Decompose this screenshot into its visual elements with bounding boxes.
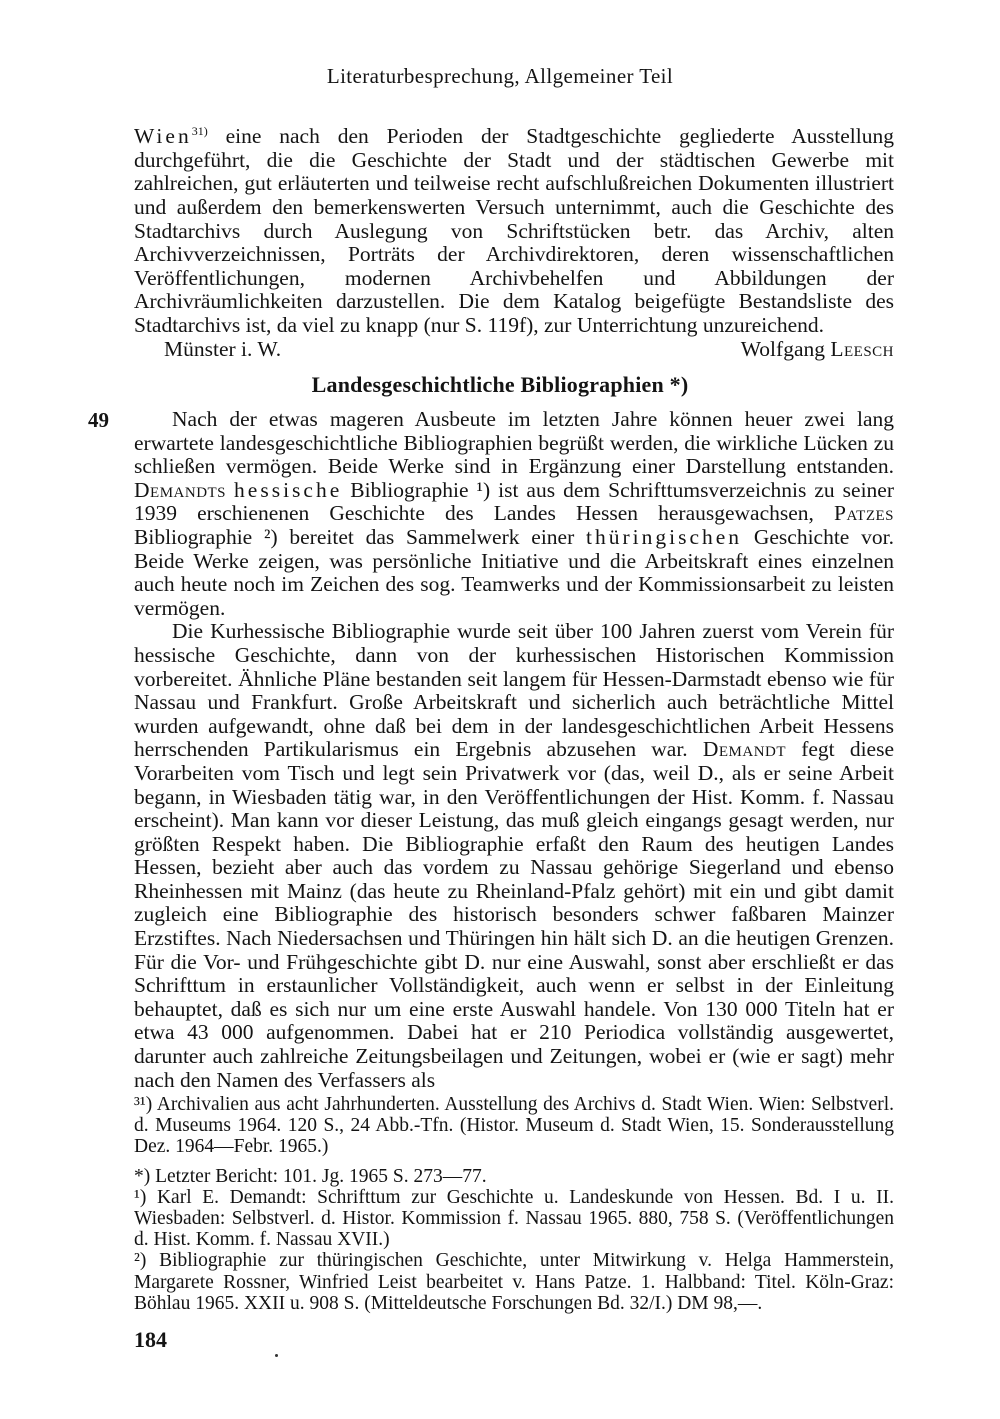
text-run: Nach der etwas mageren Ausbeute im letzten Jahre können heuer zwei lang erwartete landesgeschichtliche Bibliographien begrüßt werden, die wirkliche Lücken zu schließen vermögen. Beide Werke sind in Ergänzung einer Darstellung entstanden. xyxy=(134,407,894,479)
author-first-name: Wolfgang xyxy=(740,336,825,361)
review-continuation xyxy=(134,120,894,361)
footnote-star: *) Letzter Bericht: 101. Jg. 1965 S. 273—77. xyxy=(134,1165,487,1187)
spaced-word-hessische: hessische xyxy=(234,477,343,502)
author-name-demandts: Demandts xyxy=(134,477,227,502)
text-run: Bibliographie ²) bereitet das Sammelwerk einer xyxy=(134,524,587,549)
review-author xyxy=(741,338,894,362)
footnote-1: ¹) Karl E. Demandt: Schrifttum zur Geschichte u. Landeskunde von Hessen. Bd. I u. II. Wiesbaden: Selbstverl. d. Histor. Kommission f. Nassau 1965. 880, 758 S. (Veröffentlichungen d. Hist. Komm. f. Nassau XVII.) xyxy=(134,1186,894,1251)
section-heading: Landesgeschichtliche Bibliographien *) xyxy=(311,372,689,397)
review-text: eine nach den Perioden der Stadtgeschichte gegliederte Ausstellung durchgeführt, die die Geschichte der Stadt und der städtischen Gewerbe mit zahlreichen, gut erläuterten und teilweise recht aufschlußreichen Dokumenten illustriert und außerdem den bemerkenswerten Versuch unternimmt, auch die Geschichte des Stadtarchivs durch Auslegung von Schriftstücken betr. das Archiv, alten Archivverzeichnissen, Porträts der Archivdirektoren, deren wissenschaftlichen Veröffentlichungen, modernen Archivbehelfen und Abbildungen der Archivräumlichkeiten darzustellen. Die dem Katalog beigefügte Bestandsliste des Stadtarchivs ist, da viel zu knapp (nur S. 119f), zur Unterrichtung unzureichend. xyxy=(134,124,894,337)
author-name-demandt: Demandt xyxy=(702,737,787,762)
footnote-ref-31: 31) xyxy=(191,124,208,138)
signature-line xyxy=(134,338,894,362)
print-speck xyxy=(275,1354,278,1357)
text-run: Bibliographie ¹) ist aus dem Schrifttumsverzeichnis zu seiner 1939 erschienenen Geschichte des Landes Hessen herausgewachsen, xyxy=(134,477,894,526)
margin-number: 49 xyxy=(88,408,109,432)
text-run xyxy=(226,478,234,502)
author-name-patzes: Patzes xyxy=(834,501,894,526)
page-number: 184 xyxy=(134,1327,167,1352)
review-paragraph xyxy=(134,120,894,338)
text-run: Geschichte vor. Beide Werke zeigen, was persönliche Initiative und die Arbeitskraft eines einzelnen auch heute noch im Zeichen des sog. Teamwerks und der Kommissionsarbeit zu leisten vermögen. xyxy=(134,524,894,620)
spaced-word-thueringischen: thüringischen xyxy=(586,524,743,549)
footnote-31: ³¹) Archivalien aus acht Jahrhunderten. Ausstellung des Archivs d. Stadt Wien. Wien: Selbstverl. d. Museums 1964. 120 S., 24 Abb.-Tfn. (Histor. Museum d. Stadt Wien, 15. Sonderausstellung Dez. 1964—Febr. 1965.) xyxy=(134,1094,894,1158)
section-paragraph-1 xyxy=(134,408,894,620)
spaced-word-wien: Wien xyxy=(134,124,192,149)
footnote-2: ²) Bibliographie zur thüringischen Geschichte, unter Mitwirkung v. Helga Hammerstein, Margarete Rossner, Winfried Leist bearbeitet v. Hans Patze. 1. Halbband: Titel. Köln-Graz: Böhlau 1965. XXII u. 908 S. (Mitteldeutsche Forschungen Bd. 32/I.) DM 98,—. xyxy=(134,1250,894,1314)
text-run: Die Kurhessische Bibliographie wurde seit über 100 Jahren zuerst vom Verein für hessische Geschichte, dann von der kurhessischen Historischen Kommission vorbereitet. Ähnliche Pläne bestanden seit langem für Hessen-Darmstadt ebenso wie für Nassau und Frankfurt. Große Arbeitskraft und sicherlich auch beträchtliche Mittel wurden aufgewandt, ohne daß bei dem in der landesgeschichtlichen Arbeit Hessens herrschenden Partikularismus ein Ergebnis abzusehen war. xyxy=(134,619,894,762)
author-last-name: Leesch xyxy=(830,336,894,361)
review-place: Münster i. W. xyxy=(164,336,282,361)
running-head: Literaturbesprechung, Allgemeiner Teil xyxy=(326,64,674,88)
section-body xyxy=(134,408,894,1092)
footnotes xyxy=(134,1094,894,1314)
text-run: fegt diese Vorarbeiten vom Tisch und legt sein Privatwerk vor (das, weil D., als er seine Arbeit begann, in Wiesbaden tätig war, in den Veröffentlichungen der Hist. Komm. f. Nassau erscheint). Man kann vor dieser Leistung, das muß gleich eingangs gesagt werden, nur größten Respekt haben. Die Bibliographie erfaßt den Raum des heutigen Landes Hessen, bezieht aber auch das vordem zu Nassau gehörige Siegerland und ebenso Rheinhessen mit Mainz (das heute zu Rheinland-Pfalz gehört) mit ein und gibt damit zugleich eine Bibliographie des historisch besonders schwer faßbaren Mainzer Erzstiftes. Nach Niedersachsen und Thüringen hin hält sich D. an die heutigen Grenzen. Für die Vor- und Frühgeschichte gibt D. nur eine Auswahl, sonst aber erschließt er das Schrifttum in erstaunlicher Vollständigkeit, auch wenn er selbst in der Einleitung behauptet, daß es sich nur um eine erste Auswahl handele. Von 130 000 Titeln hat er etwa 43 000 aufgenommen. Dabei hat er 210 Periodica vollständig ausgewertet, darunter auch zahlreiche Zeitungsbeilagen und Zeitungen, wobei er (wie er sagt) mehr nach den Namen des Verfassers als xyxy=(134,737,894,1092)
section-paragraph-2 xyxy=(134,620,894,1092)
